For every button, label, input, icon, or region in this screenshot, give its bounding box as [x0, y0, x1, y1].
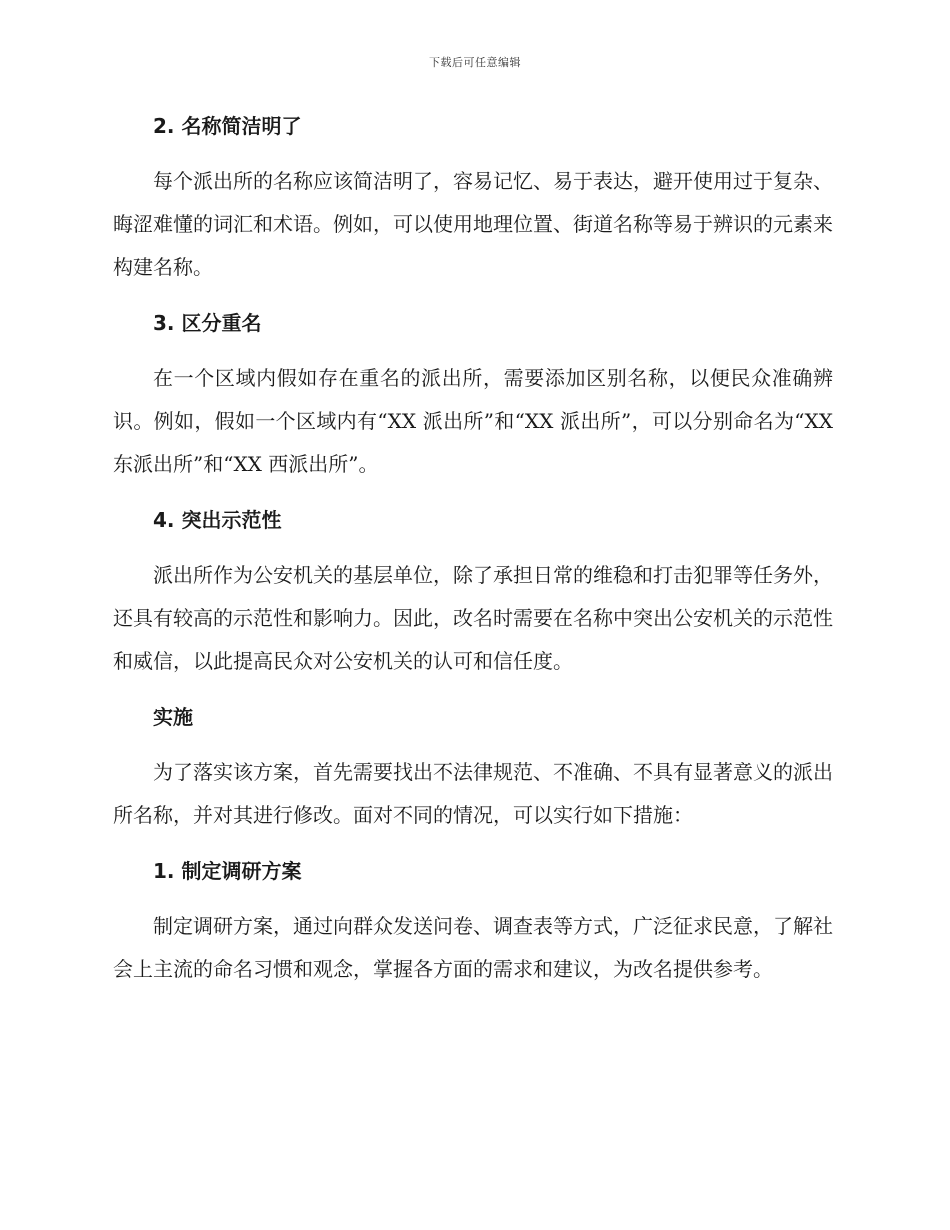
page-header: 下载后可任意编辑 [429, 56, 521, 69]
document-body [113, 108, 833, 1007]
section-heading-name-concise: 2. 名称简洁明了 [153, 114, 302, 138]
section-heading-implementation: 实施 [153, 705, 193, 729]
section-paragraph-distinguish-duplicates: 在一个区域内假如存在重名的派出所，需要添加区别名称，以便民众准确辨识。例如，假如一个区域内有“XX 派出所”和“XX 派出所”，可以分别命名为“XX 东派出所”和“XX 西派出所”。 [113, 366, 833, 476]
section-paragraph-name-concise: 每个派出所的名称应该简洁明了，容易记忆、易于表达，避开使用过于复杂、晦涩难懂的词汇和术语。例如，可以使用地理位置、街道名称等易于辨识的元素来构建名称。 [113, 169, 833, 279]
section-paragraph-research-plan: 制定调研方案，通过向群众发送问卷、调查表等方式，广泛征求民意，了解社会上主流的命名习惯和观念，掌握各方面的需求和建议，为改名提供参考。 [113, 914, 833, 981]
section-heading-exemplary: 4. 突出示范性 [153, 508, 282, 532]
section-heading-research-plan: 1. 制定调研方案 [153, 859, 302, 883]
section-heading-distinguish-duplicates: 3. 区分重名 [153, 311, 262, 335]
section-paragraph-implementation: 为了落实该方案，首先需要找出不法律规范、不准确、不具有显著意义的派出所名称，并对其进行修改。面对不同的情况，可以实行如下措施： [113, 760, 833, 827]
section-paragraph-exemplary: 派出所作为公安机关的基层单位，除了承担日常的维稳和打击犯罪等任务外，还具有较高的示范性和影响力。因此，改名时需要在名称中突出公安机关的示范性和威信，以此提高民众对公安机关的认可和信任度。 [113, 563, 833, 673]
